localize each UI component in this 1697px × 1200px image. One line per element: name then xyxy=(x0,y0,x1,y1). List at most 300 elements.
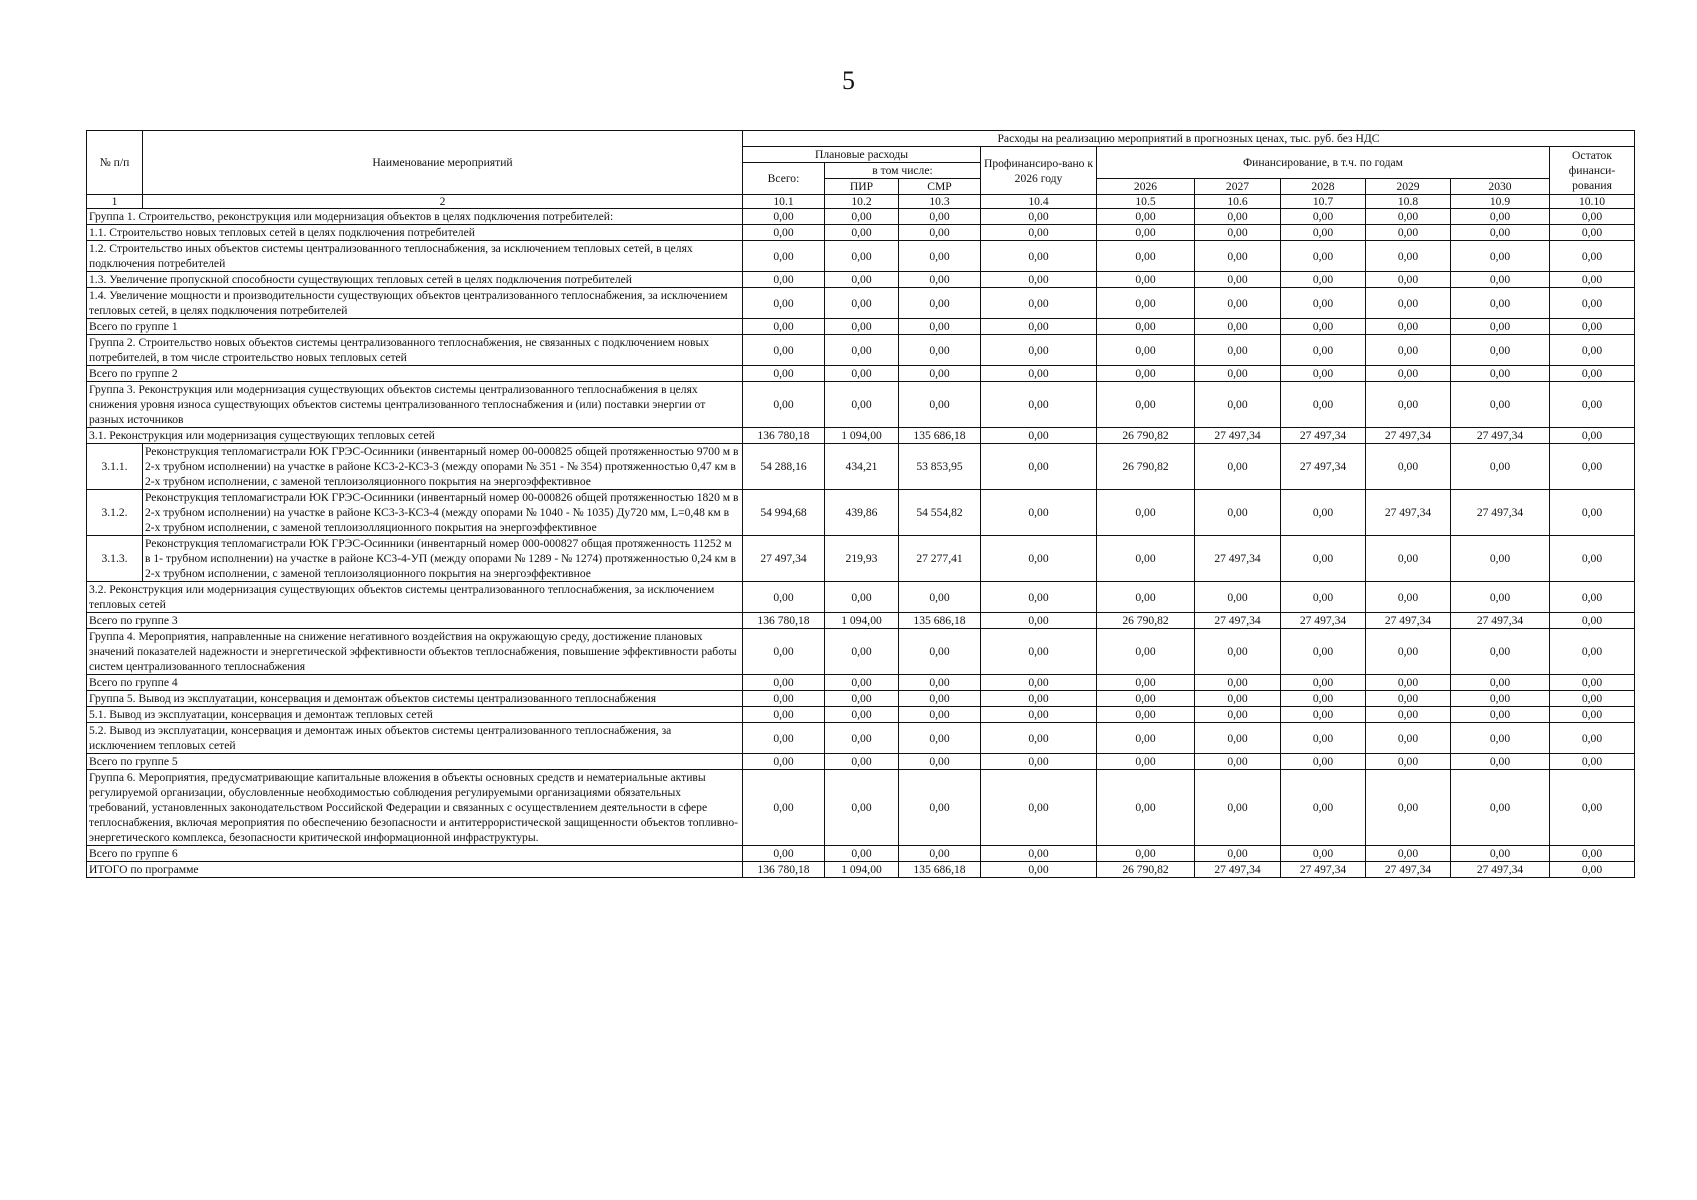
row-value: 0,00 xyxy=(1097,691,1195,707)
header-col-name: Наименование мероприятий xyxy=(143,131,743,195)
row-value: 135 686,18 xyxy=(899,613,981,629)
row-value: 0,00 xyxy=(1097,846,1195,862)
row-value: 0,00 xyxy=(1366,382,1451,428)
row-name: Группа 5. Вывод из эксплуатации, консервация и демонтаж объектов системы централизованного теплоснабжения xyxy=(87,691,743,707)
row-value: 439,86 xyxy=(825,490,899,536)
row-value: 0,00 xyxy=(1195,691,1281,707)
row-value: 0,00 xyxy=(1366,629,1451,675)
row-value: 0,00 xyxy=(743,846,825,862)
row-value: 0,00 xyxy=(1550,629,1635,675)
row-value: 135 686,18 xyxy=(899,862,981,878)
table-row xyxy=(87,846,1635,862)
row-value: 0,00 xyxy=(899,382,981,428)
row-value: 0,00 xyxy=(1195,582,1281,613)
row-value: 0,00 xyxy=(899,225,981,241)
row-name: Всего по группе 6 xyxy=(87,846,743,862)
row-value: 0,00 xyxy=(899,754,981,770)
row-value: 0,00 xyxy=(899,272,981,288)
row-value: 0,00 xyxy=(981,723,1097,754)
row-value: 0,00 xyxy=(1550,691,1635,707)
row-value: 0,00 xyxy=(981,675,1097,691)
row-value: 0,00 xyxy=(1281,241,1366,272)
row-value: 0,00 xyxy=(1281,675,1366,691)
header-including: в том числе: xyxy=(825,163,981,179)
row-value: 0,00 xyxy=(1451,382,1550,428)
table-row xyxy=(87,335,1635,366)
row-value: 0,00 xyxy=(1281,770,1366,846)
header-year: 2028 xyxy=(1281,179,1366,195)
row-value: 0,00 xyxy=(743,288,825,319)
row-name: 1.3. Увеличение пропускной способности существующих тепловых сетей в целях подключения потребителей xyxy=(87,272,743,288)
row-value: 0,00 xyxy=(1097,319,1195,335)
row-value: 0,00 xyxy=(743,723,825,754)
row-value: 0,00 xyxy=(1550,209,1635,225)
row-value: 0,00 xyxy=(1451,629,1550,675)
index-cell: 10.2 xyxy=(825,195,899,209)
row-value: 0,00 xyxy=(1366,675,1451,691)
row-value: 0,00 xyxy=(899,288,981,319)
row-value: 0,00 xyxy=(743,582,825,613)
row-value: 136 780,18 xyxy=(743,428,825,444)
table-row xyxy=(87,444,1635,490)
row-value: 0,00 xyxy=(981,707,1097,723)
row-value: 0,00 xyxy=(1195,707,1281,723)
row-value: 0,00 xyxy=(981,335,1097,366)
row-value: 26 790,82 xyxy=(1097,613,1195,629)
row-value: 0,00 xyxy=(1195,444,1281,490)
index-cell: 10.9 xyxy=(1451,195,1550,209)
row-value: 0,00 xyxy=(1550,335,1635,366)
row-value: 0,00 xyxy=(825,335,899,366)
row-value: 0,00 xyxy=(825,319,899,335)
row-value: 0,00 xyxy=(899,335,981,366)
row-value: 0,00 xyxy=(1451,754,1550,770)
row-value: 0,00 xyxy=(1097,272,1195,288)
row-value: 0,00 xyxy=(1281,582,1366,613)
row-value: 27 497,34 xyxy=(1451,613,1550,629)
row-value: 0,00 xyxy=(1451,536,1550,582)
row-name: 1.1. Строительство новых тепловых сетей в целях подключения потребителей xyxy=(87,225,743,241)
row-value: 27 497,34 xyxy=(1451,490,1550,536)
row-name: ИТОГО по программе xyxy=(87,862,743,878)
row-value: 0,00 xyxy=(743,707,825,723)
row-value: 0,00 xyxy=(1451,335,1550,366)
row-value: 0,00 xyxy=(743,770,825,846)
row-value: 0,00 xyxy=(899,707,981,723)
row-name: 3.2. Реконструкция или модернизация существующих объектов системы централизованного теплоснабжения, за исключением тепловых сетей xyxy=(87,582,743,613)
row-value: 0,00 xyxy=(1097,209,1195,225)
row-value: 27 497,34 xyxy=(1366,490,1451,536)
row-value: 0,00 xyxy=(1451,366,1550,382)
row-value: 0,00 xyxy=(1366,288,1451,319)
index-cell: 1 xyxy=(87,195,143,209)
row-value: 0,00 xyxy=(743,691,825,707)
row-name: Всего по группе 2 xyxy=(87,366,743,382)
row-name: 5.1. Вывод из эксплуатации, консервация и демонтаж тепловых сетей xyxy=(87,707,743,723)
table-row xyxy=(87,428,1635,444)
row-value: 0,00 xyxy=(981,536,1097,582)
table-row xyxy=(87,288,1635,319)
table-row xyxy=(87,241,1635,272)
row-value: 0,00 xyxy=(981,754,1097,770)
row-value: 27 497,34 xyxy=(1451,428,1550,444)
row-value: 0,00 xyxy=(1097,629,1195,675)
row-value: 0,00 xyxy=(825,582,899,613)
row-value: 0,00 xyxy=(825,288,899,319)
row-value: 27 497,34 xyxy=(1195,428,1281,444)
table-row xyxy=(87,862,1635,878)
row-name: Всего по группе 4 xyxy=(87,675,743,691)
table-row xyxy=(87,770,1635,846)
row-value: 434,21 xyxy=(825,444,899,490)
row-value: 0,00 xyxy=(743,629,825,675)
row-value: 0,00 xyxy=(1366,691,1451,707)
row-value: 0,00 xyxy=(1195,319,1281,335)
row-value: 0,00 xyxy=(1195,754,1281,770)
row-value: 0,00 xyxy=(981,241,1097,272)
row-value: 0,00 xyxy=(899,209,981,225)
row-value: 0,00 xyxy=(743,754,825,770)
row-value: 0,00 xyxy=(1195,723,1281,754)
row-value: 0,00 xyxy=(1366,536,1451,582)
program-table-container xyxy=(86,130,1634,878)
row-value: 1 094,00 xyxy=(825,613,899,629)
row-name: 1.4. Увеличение мощности и производительности существующих объектов централизованного теплоснабжения, за исключением тепловых сетей, в целях подключения потребителей xyxy=(87,288,743,319)
row-value: 0,00 xyxy=(899,241,981,272)
row-value: 0,00 xyxy=(825,225,899,241)
table-row xyxy=(87,490,1635,536)
row-value: 0,00 xyxy=(743,241,825,272)
row-value: 0,00 xyxy=(1366,846,1451,862)
row-value: 0,00 xyxy=(1195,241,1281,272)
header-planned: Плановые расходы xyxy=(743,147,981,163)
row-value: 0,00 xyxy=(1451,770,1550,846)
header-index-row xyxy=(87,195,1635,209)
row-value: 0,00 xyxy=(825,675,899,691)
row-value: 0,00 xyxy=(1097,675,1195,691)
row-value: 0,00 xyxy=(1097,288,1195,319)
row-value: 0,00 xyxy=(825,723,899,754)
row-name: Группа 1. Строительство, реконструкция или модернизация объектов в целях подключения потребителей: xyxy=(87,209,743,225)
row-value: 219,93 xyxy=(825,536,899,582)
row-value: 0,00 xyxy=(1281,366,1366,382)
row-value: 0,00 xyxy=(1451,209,1550,225)
row-value: 0,00 xyxy=(981,613,1097,629)
row-value: 0,00 xyxy=(1097,723,1195,754)
row-name: Реконструкция тепломагистрали ЮК ГРЭС-Осинники (инвентарный номер 00-000826 общей протяженностью 1820 м в 2-х трубном исполнении) на участке в районе КС3-3-КС3-4 (между опорами № 1040 - № 1035) Ду720 мм, L=0,48 км в 2-х трубном исполнении, с заменой теплоизолляционного покрытия на энергоэффективное xyxy=(143,490,743,536)
table-row xyxy=(87,225,1635,241)
row-value: 0,00 xyxy=(1097,382,1195,428)
row-value: 27 497,34 xyxy=(1281,613,1366,629)
row-value: 0,00 xyxy=(899,319,981,335)
row-value: 0,00 xyxy=(1097,225,1195,241)
row-value: 0,00 xyxy=(1281,754,1366,770)
table-row xyxy=(87,691,1635,707)
table-row xyxy=(87,707,1635,723)
row-value: 27 497,34 xyxy=(1195,536,1281,582)
row-value: 54 554,82 xyxy=(899,490,981,536)
header-financed: Профинансиро-вано к 2026 году xyxy=(981,147,1097,195)
row-value: 0,00 xyxy=(981,444,1097,490)
row-name: Группа 6. Мероприятия, предусматривающие капитальные вложения в объекты основных средств и нематериальные активы регулируемой организации, обусловленные необходимостью соблюдения регулируемыми организациями обязательных требований, установленных законодательством Российской Федерации и связанных с осуществлением деятельности в сфере теплоснабжения, включая мероприятия по обеспечению безопасности и антитеррористической защищенности объектов топливно-энергетического комплекса, безопасности критической информационной инфраструктуры. xyxy=(87,770,743,846)
row-value: 27 497,34 xyxy=(1195,862,1281,878)
row-value: 0,00 xyxy=(981,691,1097,707)
row-value: 0,00 xyxy=(899,366,981,382)
row-name: Всего по группе 3 xyxy=(87,613,743,629)
row-name: Группа 2. Строительство новых объектов системы централизованного теплоснабжения, не связанных с подключением новых потребителей, в том числе строительство новых тепловых сетей xyxy=(87,335,743,366)
row-value: 0,00 xyxy=(899,846,981,862)
row-value: 0,00 xyxy=(981,428,1097,444)
row-value: 26 790,82 xyxy=(1097,862,1195,878)
row-value: 0,00 xyxy=(1281,723,1366,754)
table-row xyxy=(87,675,1635,691)
table-row xyxy=(87,754,1635,770)
row-name: Всего по группе 5 xyxy=(87,754,743,770)
row-value: 0,00 xyxy=(1451,444,1550,490)
row-value: 0,00 xyxy=(1550,723,1635,754)
row-value: 0,00 xyxy=(743,366,825,382)
row-value: 0,00 xyxy=(1550,754,1635,770)
row-name: 3.1. Реконструкция или модернизация существующих тепловых сетей xyxy=(87,428,743,444)
row-value: 0,00 xyxy=(1195,366,1281,382)
row-value: 53 853,95 xyxy=(899,444,981,490)
row-value: 0,00 xyxy=(743,209,825,225)
row-value: 0,00 xyxy=(1550,862,1635,878)
row-value: 136 780,18 xyxy=(743,613,825,629)
header-total: Всего: xyxy=(743,163,825,195)
index-cell: 10.10 xyxy=(1550,195,1635,209)
row-value: 0,00 xyxy=(1195,770,1281,846)
row-value: 0,00 xyxy=(1281,629,1366,675)
table-row xyxy=(87,629,1635,675)
row-value: 0,00 xyxy=(1195,382,1281,428)
row-value: 0,00 xyxy=(1550,675,1635,691)
row-value: 0,00 xyxy=(1366,707,1451,723)
row-number: 3.1.3. xyxy=(87,536,143,582)
row-value: 0,00 xyxy=(981,366,1097,382)
row-value: 0,00 xyxy=(1550,382,1635,428)
row-value: 0,00 xyxy=(743,319,825,335)
row-value: 0,00 xyxy=(981,582,1097,613)
index-cell: 10.7 xyxy=(1281,195,1366,209)
row-value: 0,00 xyxy=(1366,770,1451,846)
row-value: 0,00 xyxy=(1550,241,1635,272)
row-value: 27 497,34 xyxy=(1281,862,1366,878)
row-value: 0,00 xyxy=(825,846,899,862)
row-value: 0,00 xyxy=(981,225,1097,241)
row-value: 0,00 xyxy=(825,770,899,846)
header-remainder: Остаток финанси-рования xyxy=(1550,147,1635,195)
row-value: 0,00 xyxy=(743,272,825,288)
row-name: Группа 4. Мероприятия, направленные на снижение негативного воздействия на окружающую среду, достижение плановых значений показателей надежности и энергетической эффективности объектов теплоснабжения, повышение эффективности работы систем централизованного теплоснабжения xyxy=(87,629,743,675)
row-value: 0,00 xyxy=(743,382,825,428)
row-value: 0,00 xyxy=(1366,444,1451,490)
row-value: 26 790,82 xyxy=(1097,428,1195,444)
row-value: 0,00 xyxy=(1195,288,1281,319)
index-cell: 10.4 xyxy=(981,195,1097,209)
row-value: 0,00 xyxy=(1097,770,1195,846)
index-cell: 10.3 xyxy=(899,195,981,209)
row-value: 0,00 xyxy=(1097,707,1195,723)
row-value: 0,00 xyxy=(1195,225,1281,241)
row-value: 0,00 xyxy=(1281,319,1366,335)
row-value: 0,00 xyxy=(1366,225,1451,241)
row-value: 0,00 xyxy=(1366,272,1451,288)
row-value: 0,00 xyxy=(1097,754,1195,770)
row-value: 0,00 xyxy=(825,707,899,723)
row-value: 0,00 xyxy=(825,382,899,428)
index-cell: 2 xyxy=(143,195,743,209)
table-row xyxy=(87,209,1635,225)
header-smr: СМР xyxy=(899,179,981,195)
row-value: 0,00 xyxy=(1366,582,1451,613)
row-value: 0,00 xyxy=(1195,629,1281,675)
row-value: 0,00 xyxy=(1097,366,1195,382)
row-value: 54 994,68 xyxy=(743,490,825,536)
index-cell: 10.8 xyxy=(1366,195,1451,209)
row-value: 0,00 xyxy=(981,382,1097,428)
row-value: 0,00 xyxy=(1451,288,1550,319)
header-year: 2029 xyxy=(1366,179,1451,195)
row-value: 0,00 xyxy=(1451,582,1550,613)
header-pir: ПИР xyxy=(825,179,899,195)
row-value: 0,00 xyxy=(1366,335,1451,366)
row-value: 0,00 xyxy=(1550,366,1635,382)
row-value: 0,00 xyxy=(1550,428,1635,444)
row-value: 27 497,34 xyxy=(1366,862,1451,878)
investment-program-table xyxy=(86,130,1635,878)
row-number: 3.1.2. xyxy=(87,490,143,536)
row-value: 0,00 xyxy=(1550,770,1635,846)
table-row xyxy=(87,366,1635,382)
row-value: 0,00 xyxy=(1451,272,1550,288)
row-value: 0,00 xyxy=(899,723,981,754)
header-expenses: Расходы на реализацию мероприятий в прогнозных ценах, тыс. руб. без НДС xyxy=(743,131,1635,147)
row-value: 0,00 xyxy=(1550,272,1635,288)
row-value: 1 094,00 xyxy=(825,428,899,444)
row-name: 1.2. Строительство иных объектов системы централизованного теплоснабжения, за исключением тепловых сетей, в целях подключения потребителей xyxy=(87,241,743,272)
row-value: 0,00 xyxy=(1451,241,1550,272)
row-value: 0,00 xyxy=(1550,319,1635,335)
row-value: 0,00 xyxy=(981,846,1097,862)
row-value: 0,00 xyxy=(1097,582,1195,613)
row-value: 0,00 xyxy=(1550,444,1635,490)
table-row xyxy=(87,536,1635,582)
row-value: 0,00 xyxy=(899,582,981,613)
row-value: 0,00 xyxy=(1281,272,1366,288)
row-value: 0,00 xyxy=(1097,241,1195,272)
index-cell: 10.5 xyxy=(1097,195,1195,209)
row-value: 0,00 xyxy=(981,209,1097,225)
row-value: 0,00 xyxy=(1097,490,1195,536)
row-value: 0,00 xyxy=(1451,723,1550,754)
row-value: 27 497,34 xyxy=(1195,613,1281,629)
header-year: 2026 xyxy=(1097,179,1195,195)
row-value: 0,00 xyxy=(899,675,981,691)
row-value: 0,00 xyxy=(1366,209,1451,225)
row-value: 0,00 xyxy=(825,272,899,288)
row-value: 27 497,34 xyxy=(743,536,825,582)
row-value: 0,00 xyxy=(825,754,899,770)
row-value: 0,00 xyxy=(981,490,1097,536)
row-value: 0,00 xyxy=(743,335,825,366)
table-row xyxy=(87,613,1635,629)
row-value: 27 497,34 xyxy=(1366,428,1451,444)
row-name: 5.2. Вывод из эксплуатации, консервация и демонтаж иных объектов системы централизованного теплоснабжения, за исключением тепловых сетей xyxy=(87,723,743,754)
row-value: 0,00 xyxy=(981,770,1097,846)
row-value: 0,00 xyxy=(1195,335,1281,366)
row-value: 0,00 xyxy=(1097,536,1195,582)
row-value: 0,00 xyxy=(899,770,981,846)
row-value: 0,00 xyxy=(1451,675,1550,691)
header-col-num: № п/п xyxy=(87,131,143,195)
index-cell: 10.1 xyxy=(743,195,825,209)
row-value: 0,00 xyxy=(1550,225,1635,241)
header-year: 2030 xyxy=(1451,179,1550,195)
row-number: 3.1.1. xyxy=(87,444,143,490)
row-value: 0,00 xyxy=(1366,723,1451,754)
row-value: 0,00 xyxy=(1451,691,1550,707)
row-value: 0,00 xyxy=(1097,335,1195,366)
table-body xyxy=(87,209,1635,878)
table-row xyxy=(87,272,1635,288)
row-name: Реконструкция тепломагистрали ЮК ГРЭС-Осинники (инвентарный номер 00-000825 общей протяженностью 9700 м в 2-х трубном исполнении) на участке в районе КС3-2-КС3-3 (между опорами № 351 - № 354) протяженностью 0,47 км в 2-х трубном исполнении, с заменой теплоизоляционного покрытия на энергоэффективное xyxy=(143,444,743,490)
row-value: 0,00 xyxy=(1366,319,1451,335)
row-value: 0,00 xyxy=(1550,846,1635,862)
row-value: 0,00 xyxy=(743,225,825,241)
row-value: 0,00 xyxy=(981,272,1097,288)
row-value: 0,00 xyxy=(1451,846,1550,862)
row-value: 136 780,18 xyxy=(743,862,825,878)
row-name: Всего по группе 1 xyxy=(87,319,743,335)
row-value: 0,00 xyxy=(825,691,899,707)
row-value: 0,00 xyxy=(1451,707,1550,723)
row-value: 0,00 xyxy=(825,366,899,382)
row-value: 0,00 xyxy=(981,862,1097,878)
row-name: Реконструкция тепломагистрали ЮК ГРЭС-Осинники (инвентарный номер 000-000827 общая протяженность 11252 м в 1- трубном исполнении) на участке в районе КС3-4-УП (между опорами № 1289 - № 1274) протяженностью 0,24 км в 2-х трубном исполнении, с заменой теплоизоляционного покрытия на энергоэффективное xyxy=(143,536,743,582)
table-row xyxy=(87,319,1635,335)
row-value: 0,00 xyxy=(981,288,1097,319)
row-value: 0,00 xyxy=(1195,272,1281,288)
row-value: 0,00 xyxy=(1281,288,1366,319)
row-value: 0,00 xyxy=(1281,490,1366,536)
row-value: 0,00 xyxy=(899,691,981,707)
row-value: 0,00 xyxy=(1281,846,1366,862)
row-name: Группа 3. Реконструкция или модернизация существующих объектов системы централизованного теплоснабжения в целях снижения уровня износа существующих объектов системы централизованного теплоснабжения и (или) поставки энергии от разных источников xyxy=(87,382,743,428)
header-financing-by-year: Финансирование, в т.ч. по годам xyxy=(1097,147,1550,179)
row-value: 0,00 xyxy=(825,209,899,225)
row-value: 0,00 xyxy=(1550,490,1635,536)
row-value: 0,00 xyxy=(1550,707,1635,723)
row-value: 27 497,34 xyxy=(1366,613,1451,629)
row-value: 0,00 xyxy=(1281,225,1366,241)
row-value: 0,00 xyxy=(1281,209,1366,225)
row-value: 0,00 xyxy=(1366,366,1451,382)
row-value: 0,00 xyxy=(1550,288,1635,319)
table-row xyxy=(87,723,1635,754)
row-value: 1 094,00 xyxy=(825,862,899,878)
row-value: 0,00 xyxy=(1281,536,1366,582)
row-value: 0,00 xyxy=(1366,754,1451,770)
row-value: 0,00 xyxy=(1195,209,1281,225)
row-value: 0,00 xyxy=(1366,241,1451,272)
row-value: 0,00 xyxy=(981,319,1097,335)
row-value: 54 288,16 xyxy=(743,444,825,490)
row-value: 27 497,34 xyxy=(1281,444,1366,490)
row-value: 0,00 xyxy=(1195,846,1281,862)
row-value: 0,00 xyxy=(1550,536,1635,582)
row-value: 26 790,82 xyxy=(1097,444,1195,490)
